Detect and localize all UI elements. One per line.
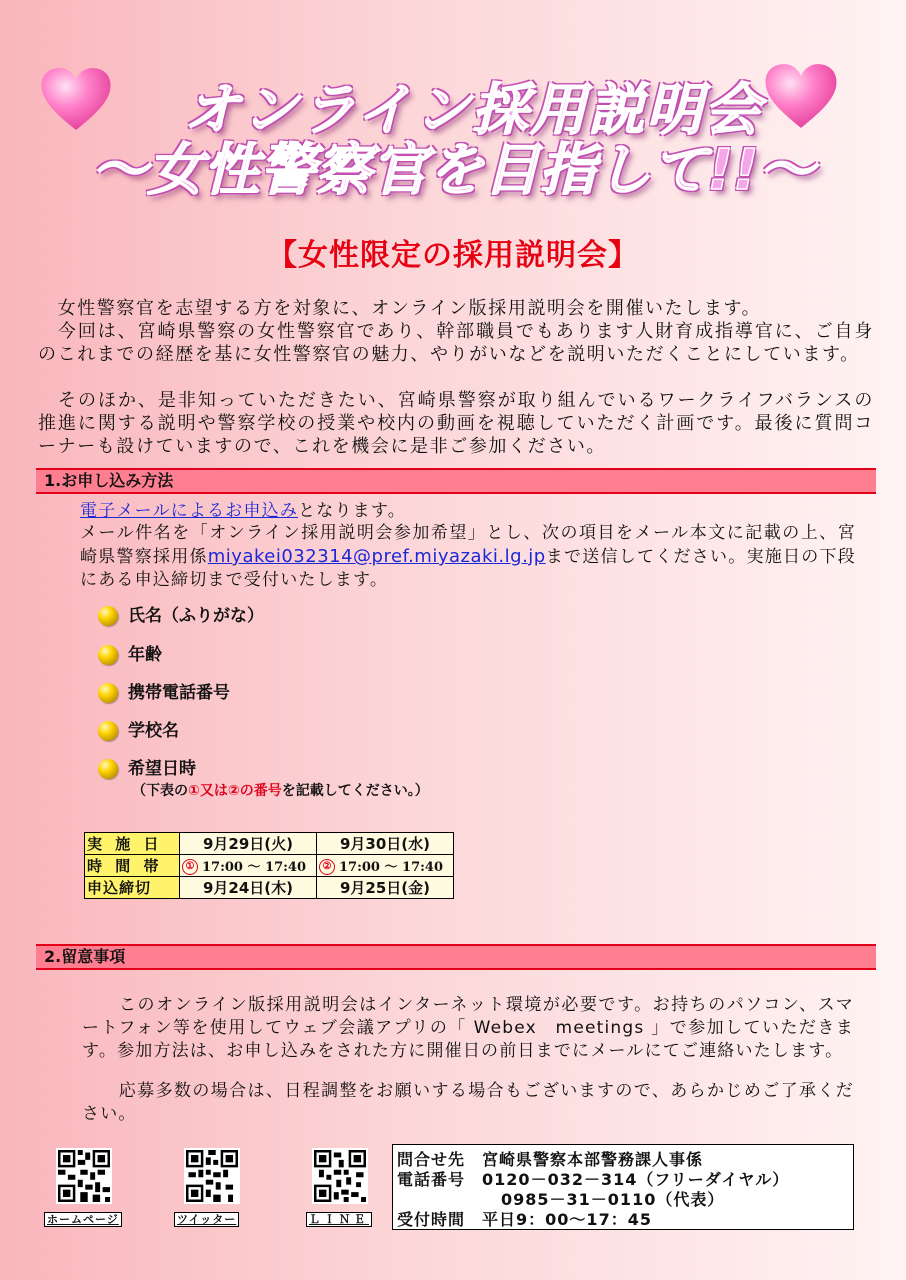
apply-line-1-rest: となります。 xyxy=(298,501,406,521)
header-deadline: 申込締切 xyxy=(85,877,180,899)
page-title-line2: ～女性警察官を目指して!!～ xyxy=(91,138,815,203)
page-title-line1: オンライン採用説明会 xyxy=(183,78,763,143)
list-item-datetime: 希望日時 xyxy=(98,756,196,782)
notes-paragraph-2: 応募多数の場合は、日程調整をお願いする場合もございますので、あらかじめご了承ください。 xyxy=(82,1081,854,1124)
list-item-age: 年齢 xyxy=(98,642,162,668)
intro-paragraph-1: 女性警察官を志望する方を対象に、オンライン版採用説明会を開催いたします。 xyxy=(38,298,762,319)
intro-paragraph-3: そのほか、是非知っていただきたい、宮崎県警察が取り組んでいるワークライフバランスの推進に関する説明や警察学校の授業や校内の動画を視聴していただく計画です。最後に質問コーナーも設けていますので、これを機会に是非ご参加ください。 xyxy=(38,390,874,457)
list-item-school: 学校名 xyxy=(98,718,179,744)
date-1: 9月29日(火) xyxy=(180,833,317,855)
apply-line-2 xyxy=(80,522,856,592)
intro-paragraph-2: 今回は、宮崎県警察の女性警察官であり、幹部職員でもあります人財育成指導官に、ご自身のこれまでの経歴を基に女性警察官の魅力、やりがいなどを説明いただくことにしています。 xyxy=(38,321,874,365)
time-1: ① 17:00 ～ 17:40 xyxy=(180,855,317,877)
datetime-note: （下表の①又は②の番号を記載してください。） xyxy=(132,783,429,799)
contact-box xyxy=(392,1144,854,1230)
contact-row-hours: 受付時間 平日9：00～17：45 xyxy=(397,1210,652,1229)
subtitle: 【女性限定の採用説明会】 xyxy=(267,238,639,273)
bullet-icon xyxy=(98,759,118,779)
section-1-header: 1.お申し込み方法 xyxy=(36,468,876,494)
contact-row-phone-2: 0985－31－0110（代表） xyxy=(501,1190,725,1209)
qr-label-twitter: ツイッター xyxy=(174,1212,239,1227)
bullet-icon xyxy=(98,645,118,665)
table-row xyxy=(85,877,454,899)
header-date: 実 施 日 xyxy=(85,833,180,855)
bullet-icon xyxy=(98,683,118,703)
deadline-2: 9月25日(金) xyxy=(317,877,454,899)
qr-label-homepage: ホームページ xyxy=(44,1212,122,1227)
notes-paragraph-1: このオンライン版採用説明会はインターネット環境が必要です。お持ちのパソコン、スマートフォン等を使用してウェブ会議アプリの「 Webex meetings 」で参加していただきます。参加方法は、お申し込みをされた方に開催日の前日までにメールにてご連絡いたします。 xyxy=(82,995,854,1061)
apply-instructions-rest: まで送信してください。実施日の下段にある申込締切まで受付いたします。 xyxy=(80,547,856,590)
bullet-icon xyxy=(98,721,118,741)
bullet-icon xyxy=(98,606,118,626)
email-address-link[interactable]: miyakei032314@pref.miyazaki.lg.jp xyxy=(207,546,546,567)
header-time: 時 間 帯 xyxy=(85,855,180,877)
section-2-header: 2.留意事項 xyxy=(36,944,876,970)
email-apply-link[interactable]: 電子メールによるお申込み xyxy=(80,501,299,521)
qr-label-line: ＬＩＮＥ xyxy=(306,1212,372,1227)
qr-code-homepage[interactable] xyxy=(56,1148,112,1204)
table-row xyxy=(85,855,454,877)
contact-row-office: 問合せ先 宮崎県警察本部警務課人事係 xyxy=(397,1150,704,1169)
contact-row-phone: 電話番号 0120－032－314（フリーダイヤル） xyxy=(397,1170,790,1189)
list-item-phone: 携帯電話番号 xyxy=(98,680,230,706)
table-row xyxy=(85,833,454,855)
apply-instructions: メール件名を「オンライン採用説明会参加希望」とし、次の項目をメール本文に記載の上、宮崎県警察採用係 xyxy=(80,523,856,567)
deadline-1: 9月24日(木) xyxy=(180,877,317,899)
qr-code-twitter[interactable] xyxy=(184,1148,240,1204)
apply-line-1 xyxy=(80,500,860,523)
qr-code-line[interactable] xyxy=(312,1148,368,1204)
date-2: 9月30日(水) xyxy=(317,833,454,855)
schedule-table xyxy=(84,832,454,899)
list-item-name: 氏名（ふりがな） xyxy=(98,603,264,629)
time-2: ② 17:00 ～ 17:40 xyxy=(317,855,454,877)
